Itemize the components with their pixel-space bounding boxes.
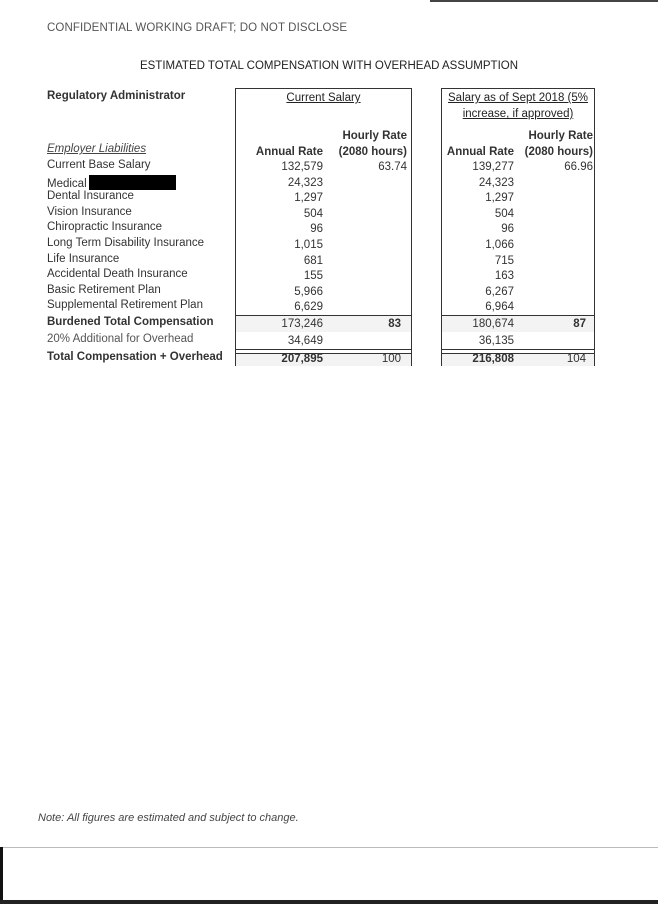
divider: [442, 315, 594, 316]
proposed-salary-heading-line1: Salary as of Sept 2018 (5%: [448, 92, 588, 104]
confidential-notice: CONFIDENTIAL WORKING DRAFT; DO NOT DISCLOSE: [47, 22, 348, 34]
annual-value: 155: [303, 270, 323, 282]
row-label: Current Base Salary: [47, 159, 151, 171]
annual-value: 139,277: [472, 161, 514, 173]
redaction-bar: [89, 175, 176, 190]
total-annual-value: 216,808: [472, 353, 514, 365]
row-label: Basic Retirement Plan: [47, 284, 161, 296]
annual-value: 715: [494, 255, 514, 267]
burdened-row-shade: [442, 315, 594, 332]
annual-value: 504: [494, 208, 514, 220]
burdened-total-label: Burdened Total Compensation: [47, 316, 214, 328]
hourly-hours-header: (2080 hours): [338, 146, 407, 158]
hourly-rate-header: Hourly Rate: [528, 130, 593, 142]
section-heading: Employer Liabilities: [47, 143, 147, 155]
annual-value: 24,323: [287, 177, 323, 189]
annual-rate-header: Annual Rate: [255, 146, 323, 158]
overhead-label: 20% Additional for Overhead: [47, 333, 194, 345]
footnote: Note: All figures are estimated and subject to change.: [38, 812, 299, 824]
total-hourly-value: 104: [566, 353, 586, 365]
hourly-rate-header: Hourly Rate: [342, 130, 407, 142]
current-salary-box: [235, 88, 412, 366]
annual-value: 6,964: [485, 301, 514, 313]
burdened-row-shade: [236, 315, 411, 332]
role-label: Regulatory Administrator: [47, 90, 186, 102]
annual-value: 163: [494, 270, 514, 282]
scan-edge-top: [430, 0, 658, 2]
row-label: Medical: [47, 178, 87, 190]
annual-value: 6,267: [485, 286, 514, 298]
total-label: Total Compensation + Overhead: [47, 351, 223, 363]
annual-value: 5,966: [294, 286, 323, 298]
proposed-salary-box: [441, 88, 595, 366]
row-label: Vision Insurance: [47, 206, 132, 218]
burdened-annual-value: 173,246: [281, 318, 323, 330]
hourly-hours-header: (2080 hours): [524, 146, 593, 158]
annual-value: 504: [303, 208, 323, 220]
annual-rate-header: Annual Rate: [446, 146, 514, 158]
annual-value: 24,323: [478, 177, 514, 189]
annual-value: 681: [303, 255, 323, 267]
scan-edge-left: [0, 847, 3, 904]
proposed-salary-heading-line2: increase, if approved): [462, 108, 574, 120]
row-label: Life Insurance: [47, 253, 120, 265]
row-label: Supplemental Retirement Plan: [47, 299, 203, 311]
burdened-hourly-value: 87: [573, 318, 586, 330]
row-label: Dental Insurance: [47, 190, 134, 202]
hourly-value: 66.96: [564, 161, 593, 173]
annual-value: 1,066: [485, 239, 514, 251]
annual-value: 132,579: [281, 161, 323, 173]
overhead-annual-value: 34,649: [287, 335, 323, 347]
overhead-annual-value: 36,135: [478, 335, 514, 347]
row-label: Chiropractic Insurance: [47, 221, 163, 233]
annual-value: 1,015: [294, 239, 323, 251]
row-label: Accidental Death Insurance: [47, 268, 188, 280]
total-hourly-value: 100: [381, 353, 401, 365]
burdened-annual-value: 180,674: [472, 318, 514, 330]
row-label-medical: [47, 175, 176, 190]
row-label: Long Term Disability Insurance: [47, 237, 205, 249]
scan-edge-line: [0, 847, 658, 848]
scan-edge-bottom: [0, 900, 658, 904]
current-salary-heading: Current Salary: [286, 92, 361, 104]
burdened-hourly-value: 83: [388, 318, 401, 330]
document-title: ESTIMATED TOTAL COMPENSATION WITH OVERHEAD ASSUMPTION: [139, 60, 519, 72]
annual-value: 1,297: [294, 192, 323, 204]
annual-value: 6,629: [294, 301, 323, 313]
divider: [236, 315, 411, 316]
hourly-value: 63.74: [378, 161, 407, 173]
total-annual-value: 207,895: [281, 353, 323, 365]
annual-value: 96: [310, 223, 323, 235]
annual-value: 96: [501, 223, 514, 235]
annual-value: 1,297: [485, 192, 514, 204]
